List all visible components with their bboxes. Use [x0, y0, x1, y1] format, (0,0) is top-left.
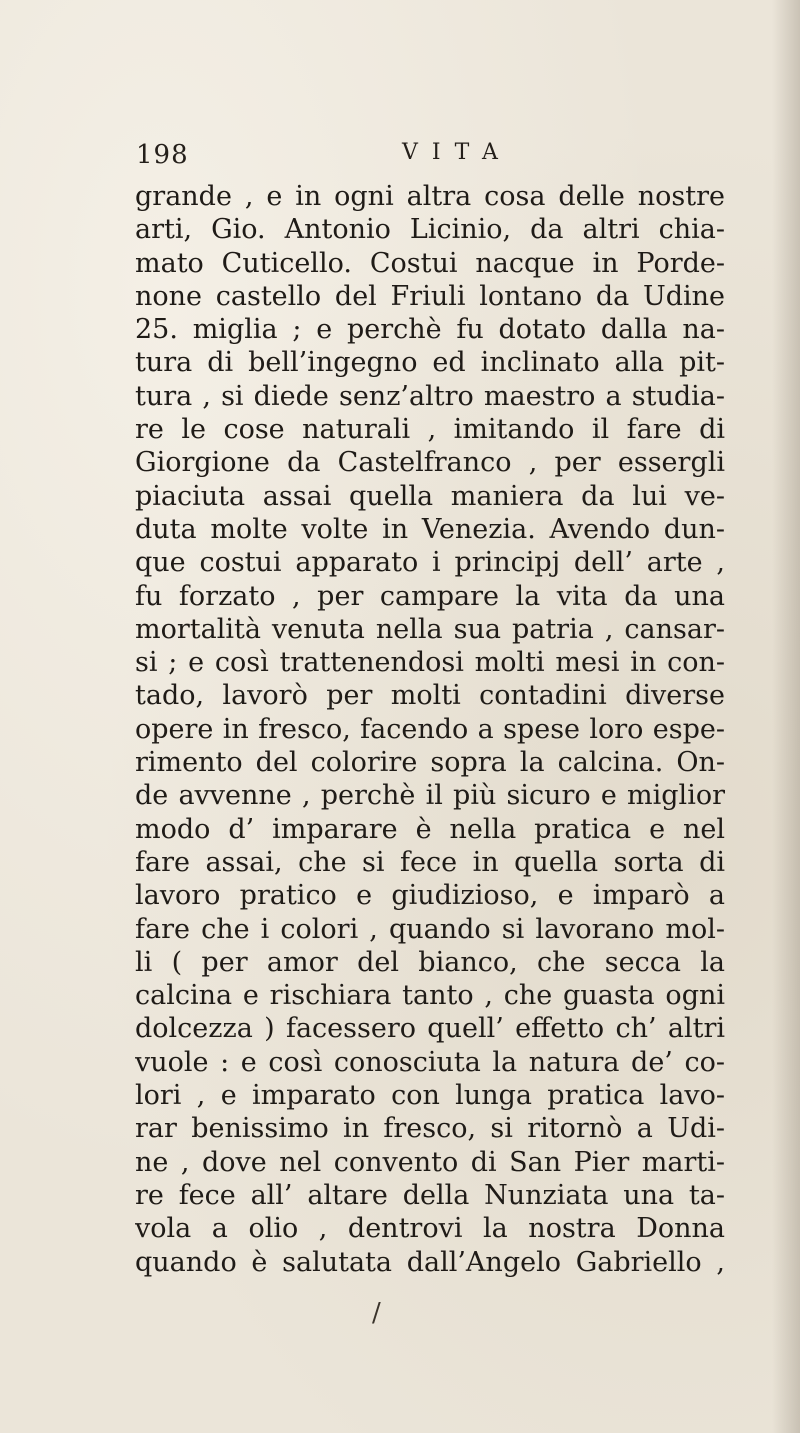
- page-number: 198: [136, 140, 189, 170]
- text-line: fu forzato , per campare la vita da una: [135, 580, 725, 612]
- text-line: lavoro pratico e giudizioso, e imparò a: [135, 880, 725, 912]
- text-line: arti, Gio. Antonio Licinio, da altri chia-: [135, 214, 725, 246]
- text-line: vuole : e così conosciuta la natura de’ co-: [135, 1046, 725, 1078]
- text-line: lori , e imparato con lunga pratica lavo-: [135, 1080, 725, 1112]
- text-line: re fece all’ altare della Nunziata una ta-: [135, 1179, 725, 1211]
- text-line: tura , si diede senz’altro maestro a studia-: [135, 380, 725, 412]
- text-line: rar benissimo in fresco, si ritornò a Udi-: [135, 1113, 725, 1145]
- text-line: re le cose naturali , imitando il fare di: [135, 414, 725, 446]
- text-line: Giorgione da Castelfranco , per essergli: [135, 447, 725, 479]
- text-line: li ( per amor del bianco, che secca la: [135, 946, 725, 978]
- text-line: rimento del colorire sopra la calcina. On-: [135, 747, 725, 779]
- text-line: 25. miglia ; e perchè fu dotato dalla na-: [135, 314, 725, 346]
- text-line: mortalità venuta nella sua patria , cansar-: [135, 613, 725, 645]
- text-line: modo d’ imparare è nella pratica e nel: [135, 813, 725, 845]
- running-title: VITA: [402, 140, 512, 165]
- text-line: fare che i colori , quando si lavorano mol-: [135, 913, 725, 945]
- stray-mark: /: [372, 1298, 381, 1328]
- text-line: opere in fresco, facendo a spese loro espe-: [135, 713, 725, 745]
- text-line: calcina e rischiara tanto , che guasta ogni: [135, 980, 725, 1012]
- text-line: quando è salutata dall’Angelo Gabriello ,: [135, 1246, 725, 1278]
- page-edge-shadow: [772, 0, 800, 1433]
- text-line: tado, lavorò per molti contadini diverse: [135, 680, 725, 712]
- text-line: de avvenne , perchè il più sicuro e miglior: [135, 780, 725, 812]
- text-line: vola a olio , dentrovi la nostra Donna: [135, 1213, 725, 1245]
- text-line: none castello del Friuli lontano da Udine: [135, 280, 725, 312]
- text-line: si ; e così trattenendosi molti mesi in con-: [135, 647, 725, 679]
- body-text: [135, 180, 725, 1279]
- text-line: mato Cuticello. Costui nacque in Porde-: [135, 247, 725, 279]
- text-line: que costui apparato i principj dell’ arte ,: [135, 547, 725, 579]
- text-line: ne , dove nel convento di San Pier marti-: [135, 1146, 725, 1178]
- text-line: dolcezza ) facessero quell’ effetto ch’ altri: [135, 1013, 725, 1045]
- text-line: piaciuta assai quella maniera da lui ve-: [135, 480, 725, 512]
- text-line: grande , e in ogni altra cosa delle nostre: [135, 181, 725, 212]
- text-line: tura di bell’ingegno ed inclinato alla pit-: [135, 347, 725, 379]
- page-header: [136, 140, 721, 180]
- text-line: fare assai, che si fece in quella sorta di: [135, 846, 725, 878]
- text-line: duta molte volte in Venezia. Avendo dun-: [135, 513, 725, 545]
